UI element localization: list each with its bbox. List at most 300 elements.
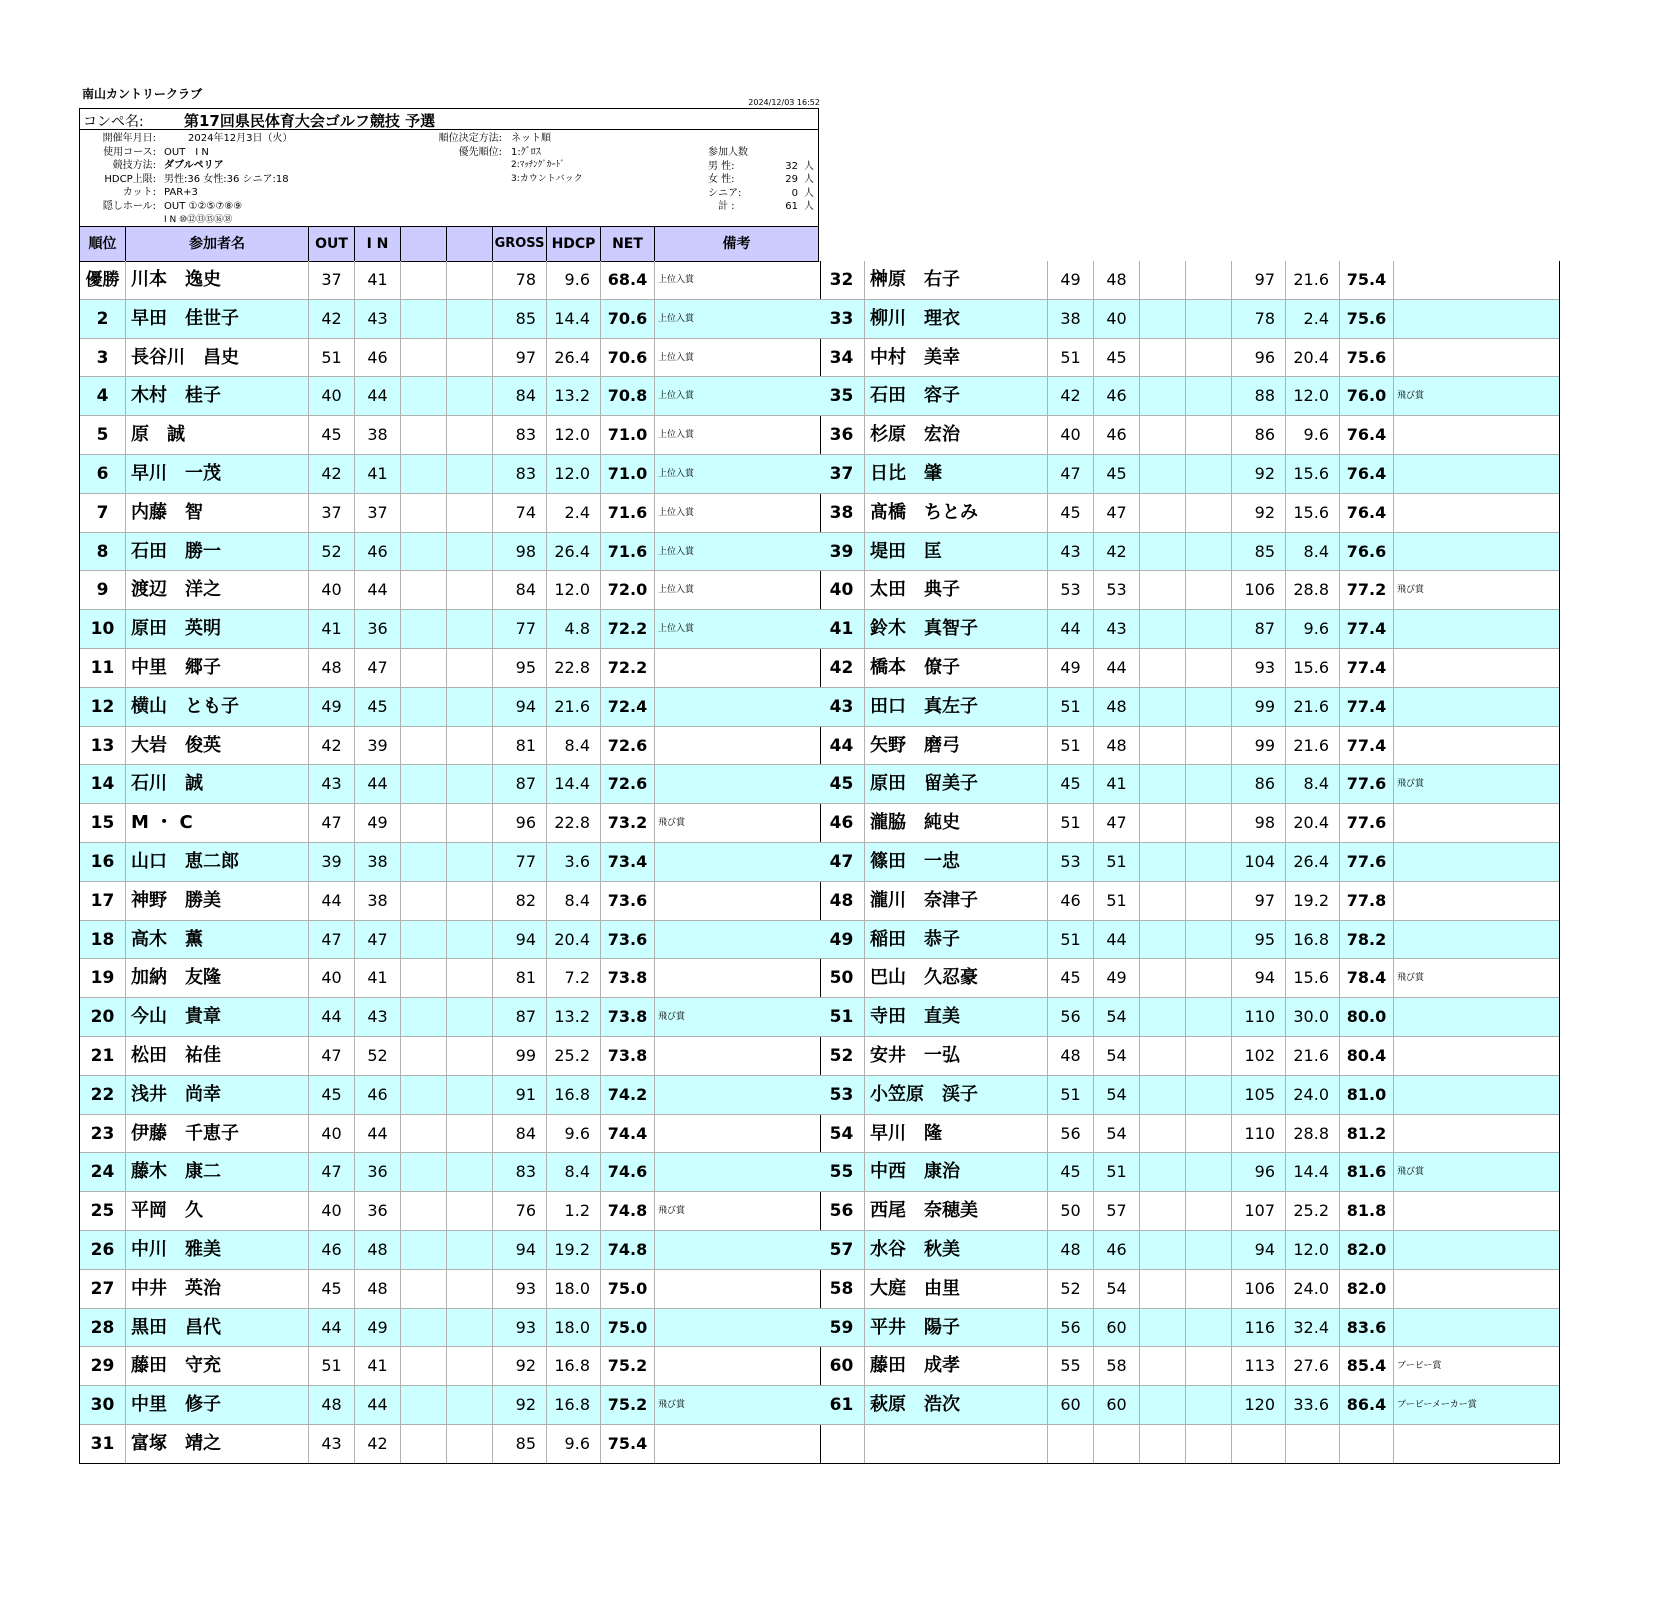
net-score: 74.2 <box>601 1076 655 1114</box>
name-cell: 瀧脇 純史 <box>865 804 1048 842</box>
blank-cell <box>447 727 493 765</box>
in-score: 60 <box>1094 1309 1140 1347</box>
remarks-cell: 上位入賞 <box>658 468 695 479</box>
rank-cell: 42 <box>819 649 865 687</box>
header-out: OUT <box>309 227 355 261</box>
table-row <box>80 571 820 610</box>
rank-cell: 13 <box>80 727 126 765</box>
hdcp-value: 13.2 <box>547 377 601 415</box>
rank-cell: 3 <box>80 339 126 377</box>
out-score: 46 <box>309 1231 355 1269</box>
out-score <box>1048 1425 1094 1463</box>
blank-cell <box>1140 571 1186 609</box>
remarks-cell: 上位入賞 <box>658 507 695 518</box>
out-score: 56 <box>1048 1115 1094 1153</box>
rank-cell: 34 <box>819 339 865 377</box>
hdcp-value: 20.4 <box>1286 339 1340 377</box>
blank-cell <box>1140 377 1186 415</box>
in-score: 36 <box>355 610 401 648</box>
gross-score: 92 <box>493 1386 547 1424</box>
out-score: 47 <box>309 1037 355 1075</box>
gross-score: 110 <box>1232 998 1286 1036</box>
out-score: 37 <box>309 261 355 299</box>
header-blank-1 <box>401 227 447 261</box>
hdcp-value: 30.0 <box>1286 998 1340 1036</box>
blank-cell <box>1186 1037 1232 1075</box>
gross-score: 120 <box>1232 1386 1286 1424</box>
out-score: 44 <box>309 998 355 1036</box>
gross-score: 86 <box>1232 765 1286 803</box>
table-row <box>80 1309 820 1348</box>
hdcp-value: 9.6 <box>547 261 601 299</box>
blank-cell <box>1140 1231 1186 1269</box>
hidden-out-value: OUT ①②⑤⑦⑧⑨ <box>164 200 243 212</box>
remarks-cell <box>1394 494 1557 532</box>
blank-cell <box>401 416 447 454</box>
out-score: 42 <box>309 455 355 493</box>
net-score: 77.2 <box>1340 571 1394 609</box>
rank-cell: 46 <box>819 804 865 842</box>
rank-cell: 24 <box>80 1153 126 1191</box>
name-cell: 早川 一茂 <box>126 455 309 493</box>
blank-cell <box>1186 571 1232 609</box>
hdcp-value: 21.6 <box>1286 1037 1340 1075</box>
remarks-cell <box>655 959 818 997</box>
hdcp-value: 16.8 <box>547 1347 601 1385</box>
hdcp-value: 9.6 <box>1286 610 1340 648</box>
net-score: 73.6 <box>601 882 655 920</box>
header-net: NET <box>601 227 655 261</box>
blank-cell <box>447 1153 493 1191</box>
name-cell: 中西 康治 <box>865 1153 1048 1191</box>
hdcp-value: 16.8 <box>547 1076 601 1114</box>
in-score: 47 <box>1094 494 1140 532</box>
in-score: 48 <box>355 1231 401 1269</box>
in-score: 54 <box>1094 998 1140 1036</box>
blank-cell <box>1186 649 1232 687</box>
table-row <box>80 1076 820 1115</box>
gross-score: 94 <box>1232 959 1286 997</box>
blank-cell <box>1186 377 1232 415</box>
gross-score: 74 <box>493 494 547 532</box>
out-score: 48 <box>309 1386 355 1424</box>
hdcp-value: 26.4 <box>547 339 601 377</box>
out-score: 56 <box>1048 998 1094 1036</box>
remarks-cell <box>1394 1270 1557 1308</box>
table-row <box>819 1386 1559 1425</box>
blank-cell <box>1140 1309 1186 1347</box>
net-score: 83.6 <box>1340 1309 1394 1347</box>
name-cell: 杉原 宏治 <box>865 416 1048 454</box>
blank-cell <box>1186 1231 1232 1269</box>
table-row <box>80 1037 820 1076</box>
in-score: 48 <box>1094 261 1140 299</box>
blank-cell <box>1140 261 1186 299</box>
rank-cell: 53 <box>819 1076 865 1114</box>
unit: 人 <box>804 187 814 199</box>
unit: 人 <box>804 201 814 213</box>
net-score: 72.2 <box>601 649 655 687</box>
gross-score: 113 <box>1232 1347 1286 1385</box>
out-score: 38 <box>1048 300 1094 338</box>
blank-cell <box>401 1076 447 1114</box>
rank-cell: 28 <box>80 1309 126 1347</box>
table-row <box>819 1347 1559 1386</box>
out-score: 45 <box>1048 959 1094 997</box>
net-score: 73.4 <box>601 843 655 881</box>
remarks-cell <box>1394 804 1557 842</box>
blank-cell <box>1140 455 1186 493</box>
name-cell: 寺田 直美 <box>865 998 1048 1036</box>
out-score: 40 <box>309 1192 355 1230</box>
table-row <box>819 261 1559 300</box>
table-row <box>819 610 1559 649</box>
rank-cell: 61 <box>819 1386 865 1424</box>
date-label: 開催年月日: <box>102 133 156 144</box>
net-score <box>1340 1425 1394 1463</box>
hdcp-value: 7.2 <box>547 959 601 997</box>
gross-score: 86 <box>1232 416 1286 454</box>
hdcp-value: 21.6 <box>1286 688 1340 726</box>
header-in: I N <box>355 227 401 261</box>
remarks-cell <box>655 1425 818 1463</box>
in-score: 47 <box>355 921 401 959</box>
name-cell: 山口 恵二郎 <box>126 843 309 881</box>
gross-score: 87 <box>493 765 547 803</box>
name-cell <box>865 1425 1048 1463</box>
out-score: 37 <box>309 494 355 532</box>
rank-cell: 38 <box>819 494 865 532</box>
out-score: 52 <box>1048 1270 1094 1308</box>
name-cell: 原田 英明 <box>126 610 309 648</box>
rank-cell: 43 <box>819 688 865 726</box>
name-cell: 中井 英治 <box>126 1270 309 1308</box>
table-row <box>819 571 1559 610</box>
blank-cell <box>401 727 447 765</box>
remarks-cell: 上位入賞 <box>658 391 695 402</box>
table-row <box>80 921 820 960</box>
rank-method-label: 順位決定方法: <box>438 133 502 144</box>
out-score: 47 <box>1048 455 1094 493</box>
blank-cell <box>1186 843 1232 881</box>
remarks-cell <box>1394 1037 1557 1075</box>
blank-cell <box>447 377 493 415</box>
net-score: 71.6 <box>601 494 655 532</box>
table-row <box>80 882 820 921</box>
in-score: 46 <box>355 533 401 571</box>
competition-label: コンペ名: <box>83 114 144 130</box>
hidden-in-value: I N ⑩⑫⑬⑮⑯⑱ <box>164 214 233 225</box>
in-score: 38 <box>355 843 401 881</box>
table-row <box>80 1115 820 1154</box>
table-row <box>819 1231 1559 1270</box>
hdcp-value: 27.6 <box>1286 1347 1340 1385</box>
blank-cell <box>1140 804 1186 842</box>
remarks-cell <box>1394 1115 1557 1153</box>
name-cell: 稲田 恭子 <box>865 921 1048 959</box>
rank-cell: 52 <box>819 1037 865 1075</box>
name-cell: 小笠原 渓子 <box>865 1076 1048 1114</box>
remarks-cell <box>1394 1192 1557 1230</box>
gross-score: 91 <box>493 1076 547 1114</box>
in-score: 44 <box>355 377 401 415</box>
blank-cell <box>1186 1309 1232 1347</box>
blank-cell <box>1186 959 1232 997</box>
method-value: ダブルペリア <box>164 160 224 172</box>
gross-score: 95 <box>493 649 547 687</box>
remarks-cell: 飛び賞 <box>1397 779 1425 790</box>
blank-cell <box>401 571 447 609</box>
blank-cell <box>401 300 447 338</box>
gross-score: 77 <box>493 843 547 881</box>
table-row <box>80 1425 820 1464</box>
net-score: 75.2 <box>601 1386 655 1424</box>
net-score: 78.2 <box>1340 921 1394 959</box>
rank-cell: 7 <box>80 494 126 532</box>
blank-cell <box>401 494 447 532</box>
out-score: 50 <box>1048 1192 1094 1230</box>
name-cell: 田口 真左子 <box>865 688 1048 726</box>
rank-cell: 60 <box>819 1347 865 1385</box>
header-rank: 順位 <box>80 227 126 261</box>
blank-cell <box>1186 261 1232 299</box>
table-row <box>80 1347 820 1386</box>
blank-cell <box>1186 727 1232 765</box>
table-row <box>80 843 820 882</box>
hdcp-value: 1.2 <box>547 1192 601 1230</box>
gross-score: 87 <box>493 998 547 1036</box>
name-cell: 篠田 一忠 <box>865 843 1048 881</box>
unit: 人 <box>804 174 814 186</box>
in-score: 58 <box>1094 1347 1140 1385</box>
name-cell: 鈴木 真智子 <box>865 610 1048 648</box>
blank-cell <box>1186 1386 1232 1424</box>
remarks-cell: ブービーメーカー賞 <box>1397 1400 1477 1411</box>
header-blank-2 <box>447 227 493 261</box>
in-score: 40 <box>1094 300 1140 338</box>
in-score: 44 <box>355 765 401 803</box>
net-score: 74.6 <box>601 1153 655 1191</box>
name-cell: 柳川 理衣 <box>865 300 1048 338</box>
remarks-cell <box>1394 1309 1557 1347</box>
blank-cell <box>447 610 493 648</box>
in-score: 42 <box>1094 533 1140 571</box>
net-score: 72.6 <box>601 765 655 803</box>
remarks-cell <box>655 921 818 959</box>
net-score: 77.4 <box>1340 688 1394 726</box>
in-score: 51 <box>1094 1153 1140 1191</box>
table-row <box>80 649 820 688</box>
table-row <box>80 494 820 533</box>
out-score: 43 <box>309 765 355 803</box>
rank-cell: 25 <box>80 1192 126 1230</box>
blank-cell <box>447 1425 493 1463</box>
out-score: 49 <box>1048 649 1094 687</box>
name-cell: 浅井 尚幸 <box>126 1076 309 1114</box>
hdcp-value: 32.4 <box>1286 1309 1340 1347</box>
name-cell: 堤田 匡 <box>865 533 1048 571</box>
priority-2: 2:ﾏｯﾁﾝｸﾞｶｰﾄﾞ <box>511 160 565 171</box>
in-score: 38 <box>355 882 401 920</box>
name-cell: 石川 誠 <box>126 765 309 803</box>
rank-cell: 4 <box>80 377 126 415</box>
net-score: 75.0 <box>601 1270 655 1308</box>
in-score: 42 <box>355 1425 401 1463</box>
unit: 人 <box>804 160 814 172</box>
net-score: 86.4 <box>1340 1386 1394 1424</box>
blank-cell <box>401 1270 447 1308</box>
blank-cell <box>1186 921 1232 959</box>
net-score: 73.8 <box>601 959 655 997</box>
gross-score: 99 <box>1232 727 1286 765</box>
blank-cell <box>1186 339 1232 377</box>
gross-score: 96 <box>493 804 547 842</box>
net-score: 77.4 <box>1340 610 1394 648</box>
table-row <box>80 610 820 649</box>
rank-cell <box>819 1425 865 1463</box>
gross-score: 110 <box>1232 1115 1286 1153</box>
table-row <box>819 688 1559 727</box>
name-cell: 日比 肇 <box>865 455 1048 493</box>
gross-score: 94 <box>493 1231 547 1269</box>
net-score: 70.8 <box>601 377 655 415</box>
blank-cell <box>401 1386 447 1424</box>
hdcp-value: 8.4 <box>1286 533 1340 571</box>
table-row <box>819 494 1559 533</box>
table-row <box>80 959 820 998</box>
hdcp-value: 22.8 <box>547 804 601 842</box>
in-score: 43 <box>1094 610 1140 648</box>
gross-score: 83 <box>493 455 547 493</box>
net-score: 75.6 <box>1340 339 1394 377</box>
in-score: 57 <box>1094 1192 1140 1230</box>
blank-cell <box>401 261 447 299</box>
blank-cell <box>401 455 447 493</box>
remarks-cell <box>1394 649 1557 687</box>
date-value: 2024年12月3日（火） <box>188 133 293 144</box>
remarks-cell <box>655 765 818 803</box>
results-table-right <box>819 261 1560 1464</box>
out-score: 48 <box>1048 1231 1094 1269</box>
rank-cell: 54 <box>819 1115 865 1153</box>
blank-cell <box>1140 533 1186 571</box>
gross-score: 116 <box>1232 1309 1286 1347</box>
rank-cell: 55 <box>819 1153 865 1191</box>
table-row <box>819 1153 1559 1192</box>
remarks-cell <box>1394 688 1557 726</box>
rank-cell: 17 <box>80 882 126 920</box>
out-score: 47 <box>309 921 355 959</box>
blank-cell <box>447 571 493 609</box>
blank-cell <box>401 1153 447 1191</box>
header-remarks: 備考 <box>722 236 751 252</box>
name-cell: 西尾 奈穂美 <box>865 1192 1048 1230</box>
blank-cell <box>1140 1347 1186 1385</box>
hdcp-value: 14.4 <box>1286 1153 1340 1191</box>
net-score: 77.6 <box>1340 843 1394 881</box>
gross-score: 84 <box>493 1115 547 1153</box>
blank-cell <box>447 1231 493 1269</box>
out-score: 45 <box>1048 1153 1094 1191</box>
out-score: 45 <box>309 416 355 454</box>
blank-cell <box>1186 1270 1232 1308</box>
blank-cell <box>401 533 447 571</box>
rank-cell: 15 <box>80 804 126 842</box>
blank-cell <box>447 494 493 532</box>
method-label: 競技方法: <box>112 160 156 172</box>
blank-cell <box>401 1425 447 1463</box>
gross-score: 83 <box>493 416 547 454</box>
rank-cell: 22 <box>80 1076 126 1114</box>
blank-cell <box>401 843 447 881</box>
remarks-cell <box>1394 921 1557 959</box>
rank-cell: 49 <box>819 921 865 959</box>
hdcp-value: 15.6 <box>1286 649 1340 687</box>
table-row <box>80 998 820 1037</box>
remarks-cell <box>655 1115 818 1153</box>
name-cell: 高木 薫 <box>126 921 309 959</box>
net-score: 74.8 <box>601 1192 655 1230</box>
remarks-cell <box>1394 1425 1557 1463</box>
blank-cell <box>401 610 447 648</box>
hdcp-value: 20.4 <box>547 921 601 959</box>
gross-score <box>1232 1425 1286 1463</box>
gross-score: 98 <box>493 533 547 571</box>
table-row <box>819 1037 1559 1076</box>
out-score: 51 <box>1048 1076 1094 1114</box>
in-score: 47 <box>1094 804 1140 842</box>
blank-cell <box>401 959 447 997</box>
name-cell: 平井 陽子 <box>865 1309 1048 1347</box>
out-score: 51 <box>1048 339 1094 377</box>
blank-cell <box>401 882 447 920</box>
rank-cell: 9 <box>80 571 126 609</box>
table-row <box>819 765 1559 804</box>
hdcp-value: 21.6 <box>547 688 601 726</box>
gross-score: 85 <box>493 1425 547 1463</box>
name-cell: 大岩 俊英 <box>126 727 309 765</box>
net-score: 77.6 <box>1340 804 1394 842</box>
hdcp-value: 21.6 <box>1286 261 1340 299</box>
blank-cell <box>1186 688 1232 726</box>
net-score: 81.8 <box>1340 1192 1394 1230</box>
table-row <box>80 1231 820 1270</box>
hdcp-value: 20.4 <box>1286 804 1340 842</box>
table-row <box>819 1425 1559 1464</box>
blank-cell <box>447 1309 493 1347</box>
name-cell: 萩原 浩次 <box>865 1386 1048 1424</box>
in-score: 45 <box>1094 455 1140 493</box>
remarks-cell: 飛び賞 <box>1397 391 1425 402</box>
table-row <box>819 1076 1559 1115</box>
net-score: 76.6 <box>1340 533 1394 571</box>
out-score: 45 <box>1048 494 1094 532</box>
rank-cell: 16 <box>80 843 126 881</box>
blank-cell <box>447 533 493 571</box>
in-score: 41 <box>355 959 401 997</box>
out-score: 39 <box>309 843 355 881</box>
gross-score: 92 <box>493 1347 547 1385</box>
senior-label: シニア: <box>708 187 742 199</box>
hdcp-value: 16.8 <box>547 1386 601 1424</box>
net-score: 82.0 <box>1340 1231 1394 1269</box>
out-score: 40 <box>1048 416 1094 454</box>
in-score: 36 <box>355 1153 401 1191</box>
net-score: 75.4 <box>601 1425 655 1463</box>
blank-cell <box>1140 843 1186 881</box>
header-name: 参加者名 <box>126 227 309 261</box>
female-label: 女 性: <box>708 174 735 186</box>
